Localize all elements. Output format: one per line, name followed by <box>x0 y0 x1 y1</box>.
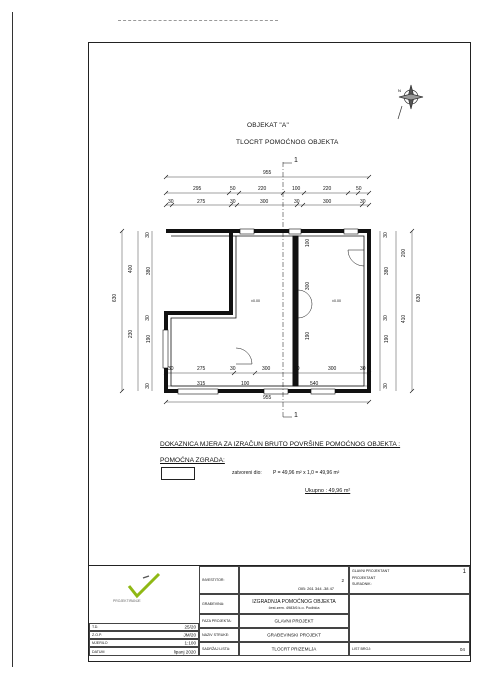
dim-left-inner: 30 <box>144 383 151 389</box>
dim-left-inner: 190 <box>146 334 153 344</box>
dim-top-inner: 30 <box>230 199 236 205</box>
dim-top-inner: 300 <box>323 199 332 205</box>
dim-top-inner: 30 <box>360 199 366 205</box>
company-line: PROJEKTIRANJE <box>113 599 141 603</box>
dim-bottom-row: 540 <box>310 381 319 387</box>
plan-title: TLOCRT POMOĆNOG OBJEKTA <box>236 139 339 146</box>
area-total: Ukupno : 49,96 m² <box>305 488 351 494</box>
dim-top-inner: 300 <box>260 199 269 205</box>
door-right <box>348 250 364 266</box>
dim-bottom-row: 315 <box>197 381 206 387</box>
gradevina-value: IZGRADNJA POMOĆNOG OBJEKTA čest.zem. 4983/6 k.o. Podbića <box>239 594 349 614</box>
dim-top-total: 955 <box>263 170 272 176</box>
dim-top-row: 220 <box>323 186 332 192</box>
dim-top-row: 50 <box>230 186 236 192</box>
area-note-title: DOKAZNICA MJERA ZA IZRAČUN BRUTO POVRŠINE POMOĆNOG OBJEKTA : <box>160 441 401 448</box>
faza-label: FAZA PROJEKTA: <box>202 619 232 623</box>
sheet-number: 1 <box>462 569 466 575</box>
dim-bottom-inner: 275 <box>197 366 206 372</box>
dim-left-inner: 30 <box>144 315 151 321</box>
area-legend-swatch <box>161 467 195 480</box>
dim-bottom-total: 955 <box>263 395 272 401</box>
dim-interior: 100 <box>305 238 312 248</box>
dim-bottom-inner: 30 <box>230 366 236 372</box>
dim-top-inner: 30 <box>168 199 174 205</box>
area-row-formula: P = 49,96 m² x 1,0 = 49,96 m² <box>273 470 340 476</box>
dim-bottom-inner: 30 <box>360 366 366 372</box>
sadrzaj-label: SADRŽAJ LISTA: <box>202 647 231 651</box>
naziv-value: GRAĐEVINSKI PROJEKT <box>267 632 321 638</box>
zop-row: Z.O.P. JM/20 <box>89 631 199 639</box>
dim-bottom-inner: 300 <box>328 366 337 372</box>
dim-interior: 190 <box>305 331 312 341</box>
dim-top-row: 100 <box>292 186 301 192</box>
interior-wall <box>293 236 298 386</box>
object-title: OBJEKAT "A" <box>247 122 289 129</box>
gradevina-label: GRAĐEVINA: <box>202 602 225 606</box>
td-row: T.D. 25/20 <box>89 623 199 631</box>
dim-top-inner: 30 <box>294 199 300 205</box>
sadrzaj-value: TLOCRT PRIZEMLJA <box>271 646 317 652</box>
projektanti-cell: GLAVNI PROJEKTANT PROJEKTANT SURADNIK: 1 <box>349 566 470 594</box>
section-marker-bottom: 1 <box>294 412 298 419</box>
dim-right-inner: 30 <box>382 315 389 321</box>
faza-value: GLAVNI PROJEKT <box>274 618 314 624</box>
dim-top-row: 50 <box>356 186 362 192</box>
dim-interior: 300 <box>305 281 312 291</box>
room-level-right: ±0.00 <box>332 299 341 303</box>
dim-right-inner: 380 <box>384 266 391 276</box>
dim-bottom-inner: 30 <box>168 366 174 372</box>
naziv-label: NAZIV STRUKE: <box>202 633 230 637</box>
door-bottom <box>236 348 252 364</box>
dim-top-row: 295 <box>193 186 202 192</box>
dim-right-inner: 30 <box>382 232 389 238</box>
dim-top-row: 220 <box>258 186 267 192</box>
investitor-value: 2 OIB: 261 344 -38 47 <box>239 566 349 594</box>
room-level-left: ±0.00 <box>251 299 260 303</box>
list-cell: LIST BROJ: 04 <box>349 642 470 656</box>
dim-left-inner: 380 <box>146 266 153 276</box>
area-row-label: zatvoreni dio: <box>232 470 262 476</box>
section-marker-top: 1 <box>294 157 298 164</box>
dim-bottom-inner: 300 <box>262 366 271 372</box>
dim-bottom-row: 100 <box>241 381 250 387</box>
company-logo <box>119 570 179 600</box>
dim-right-inner: 190 <box>384 334 391 344</box>
dim-right-outer: 630 <box>416 293 423 303</box>
datum-row: DATUM lipanj 2020 <box>89 647 199 656</box>
dim-right-mid: 200 <box>401 248 408 258</box>
dim-left-mid: 230 <box>128 329 135 339</box>
dim-left-inner: 30 <box>144 232 151 238</box>
mjerilo-row: MJERILO 1:100 <box>89 639 199 647</box>
investitor-label: INVESTITOR: <box>202 578 225 582</box>
area-note-subtitle: POMOĆNA ZGRADA: <box>160 457 225 464</box>
dim-left-outer: 630 <box>112 293 119 303</box>
dim-right-inner: 30 <box>382 383 389 389</box>
dim-right-mid: 410 <box>401 314 408 324</box>
dim-left-mid: 400 <box>128 264 135 274</box>
dim-top-inner: 275 <box>197 199 206 205</box>
svg-text:N: N <box>398 88 401 93</box>
title-block <box>88 565 471 656</box>
dim-bottom-inner: 30 <box>294 366 300 372</box>
